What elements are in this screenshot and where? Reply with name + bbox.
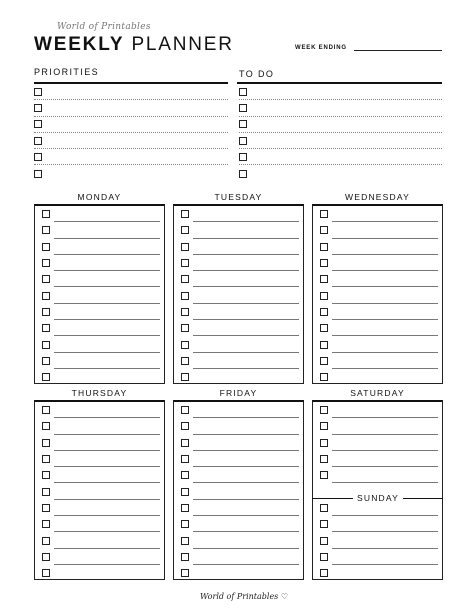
day-label-monday: MONDAY (77, 192, 122, 202)
monday-task-row[interactable] (35, 271, 164, 287)
weekend-write-line (332, 482, 438, 483)
tuesday-write-line (193, 270, 299, 271)
thursday-checkbox[interactable] (42, 455, 50, 463)
day-label-friday: FRIDAY (219, 388, 258, 398)
monday-task-row[interactable] (35, 288, 164, 304)
day-label-thursday: THURSDAY (71, 388, 128, 398)
tuesday-checkbox[interactable] (181, 308, 189, 316)
todo-row[interactable] (239, 149, 442, 165)
thursday-write-line (54, 466, 160, 467)
todo-row[interactable] (239, 133, 442, 149)
monday-checkbox[interactable] (42, 243, 50, 251)
weekend-write-line (332, 434, 438, 435)
wednesday-checkbox[interactable] (320, 243, 328, 251)
tuesday-task-row[interactable] (174, 304, 303, 320)
weekend-task-row[interactable] (313, 435, 442, 451)
thursday-write-line (54, 482, 160, 483)
thursday-checkbox[interactable] (42, 504, 50, 512)
thursday-write-line (54, 417, 160, 418)
wednesday-write-line (332, 238, 438, 239)
monday-write-line (54, 319, 160, 320)
priority-row[interactable] (34, 166, 228, 182)
tuesday-write-line (193, 238, 299, 239)
priority-checkbox[interactable] (34, 137, 42, 145)
wednesday-write-line (332, 254, 438, 255)
weekend-task-row[interactable] (313, 532, 442, 548)
friday-task-row[interactable] (174, 402, 303, 418)
weekend-checkbox[interactable] (320, 439, 328, 447)
thursday-task-row[interactable] (35, 516, 164, 532)
friday-checkbox[interactable] (181, 537, 189, 545)
monday-checkbox[interactable] (42, 341, 50, 349)
tuesday-checkbox[interactable] (181, 292, 189, 300)
monday-write-line (54, 368, 160, 369)
weekend-task-row[interactable] (313, 418, 442, 434)
thursday-write-line (54, 548, 160, 549)
thursday-write-line (54, 450, 160, 451)
monday-checkbox[interactable] (42, 373, 50, 381)
priority-row[interactable] (34, 149, 228, 165)
thursday-checkbox[interactable] (42, 422, 50, 430)
wednesday-task-row[interactable] (313, 206, 442, 222)
friday-task-row[interactable] (174, 549, 303, 565)
todo-checkbox[interactable] (239, 120, 247, 128)
thursday-checkbox[interactable] (42, 488, 50, 496)
friday-checkbox[interactable] (181, 471, 189, 479)
title-light: PLANNER (131, 34, 234, 55)
thursday-task-row[interactable] (35, 451, 164, 467)
monday-write-line (54, 254, 160, 255)
weekend-write-line (332, 531, 438, 532)
thursday-task-row[interactable] (35, 467, 164, 483)
wednesday-checkbox[interactable] (320, 324, 328, 332)
friday-checkbox[interactable] (181, 569, 189, 577)
friday-checkbox[interactable] (181, 504, 189, 512)
thursday-write-line (54, 564, 160, 565)
monday-checkbox[interactable] (42, 259, 50, 267)
weekend-checkbox[interactable] (320, 455, 328, 463)
friday-checkbox[interactable] (181, 439, 189, 447)
friday-write-line (193, 515, 299, 516)
friday-task-row[interactable] (174, 451, 303, 467)
monday-task-row[interactable] (35, 239, 164, 255)
tuesday-task-row[interactable] (174, 239, 303, 255)
friday-write-line (193, 482, 299, 483)
monday-checkbox[interactable] (42, 308, 50, 316)
friday-checkbox[interactable] (181, 422, 189, 430)
thursday-checkbox[interactable] (42, 520, 50, 528)
tuesday-task-row[interactable] (174, 288, 303, 304)
friday-write-line (193, 531, 299, 532)
friday-write-line (193, 466, 299, 467)
thursday-checkbox[interactable] (42, 406, 50, 414)
todo-row[interactable] (239, 166, 442, 182)
tuesday-task-row[interactable] (174, 206, 303, 222)
friday-task-row[interactable] (174, 532, 303, 548)
tuesday-checkbox[interactable] (181, 243, 189, 251)
weekend-checkbox[interactable] (320, 537, 328, 545)
priority-checkbox[interactable] (34, 88, 42, 96)
friday-checkbox[interactable] (181, 406, 189, 414)
tuesday-task-row[interactable] (174, 369, 303, 385)
weekend-checkbox[interactable] (320, 471, 328, 479)
weekend-task-row[interactable] (313, 516, 442, 532)
wednesday-task-row[interactable] (313, 369, 442, 385)
tuesday-checkbox[interactable] (181, 341, 189, 349)
tuesday-task-row[interactable] (174, 320, 303, 336)
tuesday-write-line (193, 254, 299, 255)
wednesday-checkbox[interactable] (320, 275, 328, 283)
wednesday-write-line (332, 286, 438, 287)
wednesday-task-row[interactable] (313, 353, 442, 369)
friday-write-line (193, 417, 299, 418)
tuesday-checkbox[interactable] (181, 357, 189, 365)
thursday-checkbox[interactable] (42, 439, 50, 447)
monday-checkbox[interactable] (42, 226, 50, 234)
weekend-task-row[interactable] (313, 402, 442, 418)
day-label-wednesday: WEDNESDAY (345, 192, 410, 202)
weekend-write-line (332, 564, 438, 565)
friday-task-row[interactable] (174, 565, 303, 581)
todo-checkbox[interactable] (239, 153, 247, 161)
thursday-checkbox[interactable] (42, 569, 50, 577)
thursday-task-row[interactable] (35, 565, 164, 581)
wednesday-task-row[interactable] (313, 304, 442, 320)
monday-write-line (54, 238, 160, 239)
wednesday-write-line (332, 270, 438, 271)
page-title (34, 34, 234, 56)
wednesday-checkbox[interactable] (320, 210, 328, 218)
todo-label: TO DO (239, 69, 275, 79)
wednesday-task-row[interactable] (313, 320, 442, 336)
priorities-label: PRIORITIES (34, 67, 100, 77)
monday-checkbox[interactable] (42, 275, 50, 283)
tuesday-checkbox[interactable] (181, 275, 189, 283)
monday-task-row[interactable] (35, 320, 164, 336)
monday-task-row[interactable] (35, 222, 164, 238)
wednesday-task-row[interactable] (313, 271, 442, 287)
monday-write-line (54, 221, 160, 222)
friday-task-row[interactable] (174, 467, 303, 483)
friday-write-line (193, 450, 299, 451)
thursday-checkbox[interactable] (42, 553, 50, 561)
tuesday-checkbox[interactable] (181, 373, 189, 381)
wednesday-checkbox[interactable] (320, 259, 328, 267)
tuesday-task-row[interactable] (174, 353, 303, 369)
wednesday-write-line (332, 335, 438, 336)
tuesday-write-line (193, 368, 299, 369)
weekend-task-row[interactable] (313, 549, 442, 565)
wednesday-write-line (332, 368, 438, 369)
monday-task-row[interactable] (35, 206, 164, 222)
weekend-task-row[interactable] (313, 451, 442, 467)
friday-task-row[interactable] (174, 435, 303, 451)
friday-task-row[interactable] (174, 516, 303, 532)
todo-row[interactable] (239, 84, 442, 100)
friday-task-row[interactable] (174, 484, 303, 500)
todo-row[interactable] (239, 117, 442, 133)
wednesday-checkbox[interactable] (320, 308, 328, 316)
tuesday-write-line (193, 319, 299, 320)
footer-brand-logo: World of Printables ♡ (200, 592, 288, 601)
todo-checkbox[interactable] (239, 104, 247, 112)
weekend-write-line (332, 450, 438, 451)
brand-script-logo: World of Printables (57, 22, 151, 32)
wednesday-checkbox[interactable] (320, 226, 328, 234)
monday-task-row[interactable] (35, 255, 164, 271)
weekend-write-line (332, 515, 438, 516)
thursday-write-line (54, 499, 160, 500)
wednesday-checkbox[interactable] (320, 292, 328, 300)
priority-row[interactable] (34, 133, 228, 149)
tuesday-checkbox[interactable] (181, 226, 189, 234)
day-label-sunday: SUNDAY (353, 493, 403, 503)
monday-write-line (54, 270, 160, 271)
thursday-task-row[interactable] (35, 435, 164, 451)
wednesday-write-line (332, 319, 438, 320)
monday-checkbox[interactable] (42, 357, 50, 365)
tuesday-write-line (193, 286, 299, 287)
weekend-checkbox[interactable] (320, 553, 328, 561)
day-panel-tuesday (173, 204, 304, 384)
wednesday-task-row[interactable] (313, 336, 442, 352)
wednesday-checkbox[interactable] (320, 341, 328, 349)
friday-write-line (193, 434, 299, 435)
priority-row[interactable] (34, 117, 228, 133)
friday-checkbox[interactable] (181, 520, 189, 528)
weekend-checkbox[interactable] (320, 422, 328, 430)
monday-checkbox[interactable] (42, 324, 50, 332)
wednesday-checkbox[interactable] (320, 357, 328, 365)
thursday-task-row[interactable] (35, 532, 164, 548)
tuesday-checkbox[interactable] (181, 259, 189, 267)
week-ending-label: WEEK ENDING (295, 45, 347, 51)
friday-checkbox[interactable] (181, 488, 189, 496)
wednesday-write-line (332, 352, 438, 353)
title-bold: WEEKLY (34, 34, 125, 55)
tuesday-task-row[interactable] (174, 255, 303, 271)
monday-write-line (54, 286, 160, 287)
thursday-write-line (54, 515, 160, 516)
priority-row[interactable] (34, 100, 228, 116)
tuesday-task-row[interactable] (174, 336, 303, 352)
friday-write-line (193, 564, 299, 565)
tuesday-write-line (193, 335, 299, 336)
monday-write-line (54, 335, 160, 336)
wednesday-write-line (332, 221, 438, 222)
thursday-write-line (54, 434, 160, 435)
weekend-task-row[interactable] (313, 467, 442, 483)
monday-checkbox[interactable] (42, 292, 50, 300)
todo-checkbox[interactable] (239, 88, 247, 96)
friday-write-line (193, 548, 299, 549)
thursday-checkbox[interactable] (42, 537, 50, 545)
wednesday-checkbox[interactable] (320, 373, 328, 381)
priority-checkbox[interactable] (34, 120, 42, 128)
thursday-task-row[interactable] (35, 418, 164, 434)
tuesday-task-row[interactable] (174, 222, 303, 238)
weekend-task-row[interactable] (313, 565, 442, 581)
weekend-checkbox[interactable] (320, 504, 328, 512)
tuesday-write-line (193, 303, 299, 304)
day-panel-monday (34, 204, 165, 384)
thursday-write-line (54, 531, 160, 532)
wednesday-task-row[interactable] (313, 288, 442, 304)
wednesday-task-row[interactable] (313, 239, 442, 255)
todo-checkbox[interactable] (239, 137, 247, 145)
monday-task-row[interactable] (35, 304, 164, 320)
friday-checkbox[interactable] (181, 455, 189, 463)
weekend-checkbox[interactable] (320, 569, 328, 577)
weekend-write-line (332, 548, 438, 549)
tuesday-checkbox[interactable] (181, 210, 189, 218)
thursday-task-row[interactable] (35, 484, 164, 500)
monday-task-row[interactable] (35, 336, 164, 352)
day-panel-friday (173, 400, 304, 580)
thursday-task-row[interactable] (35, 500, 164, 516)
thursday-task-row[interactable] (35, 549, 164, 565)
tuesday-task-row[interactable] (174, 271, 303, 287)
monday-checkbox[interactable] (42, 210, 50, 218)
friday-checkbox[interactable] (181, 553, 189, 561)
thursday-checkbox[interactable] (42, 471, 50, 479)
weekend-checkbox[interactable] (320, 520, 328, 528)
priority-checkbox[interactable] (34, 104, 42, 112)
wednesday-task-row[interactable] (313, 255, 442, 271)
wednesday-task-row[interactable] (313, 222, 442, 238)
tuesday-checkbox[interactable] (181, 324, 189, 332)
day-label-tuesday: TUESDAY (214, 192, 263, 202)
thursday-task-row[interactable] (35, 402, 164, 418)
tuesday-write-line (193, 352, 299, 353)
friday-task-row[interactable] (174, 418, 303, 434)
friday-task-row[interactable] (174, 500, 303, 516)
todo-row[interactable] (239, 100, 442, 116)
weekend-write-line (332, 417, 438, 418)
monday-write-line (54, 352, 160, 353)
day-panel-thursday (34, 400, 165, 580)
wednesday-write-line (332, 303, 438, 304)
priority-row[interactable] (34, 84, 228, 100)
week-ending-field[interactable] (354, 50, 442, 51)
tuesday-write-line (193, 221, 299, 222)
monday-task-row[interactable] (35, 369, 164, 385)
weekend-write-line (332, 466, 438, 467)
todo-checkbox[interactable] (239, 170, 247, 178)
monday-task-row[interactable] (35, 353, 164, 369)
day-panel-wednesday (312, 204, 443, 384)
weekend-checkbox[interactable] (320, 406, 328, 414)
priority-checkbox[interactable] (34, 153, 42, 161)
priority-checkbox[interactable] (34, 170, 42, 178)
friday-write-line (193, 499, 299, 500)
monday-write-line (54, 303, 160, 304)
day-label-saturday: SATURDAY (350, 388, 405, 398)
day-panel-saturday-sunday (312, 400, 443, 580)
